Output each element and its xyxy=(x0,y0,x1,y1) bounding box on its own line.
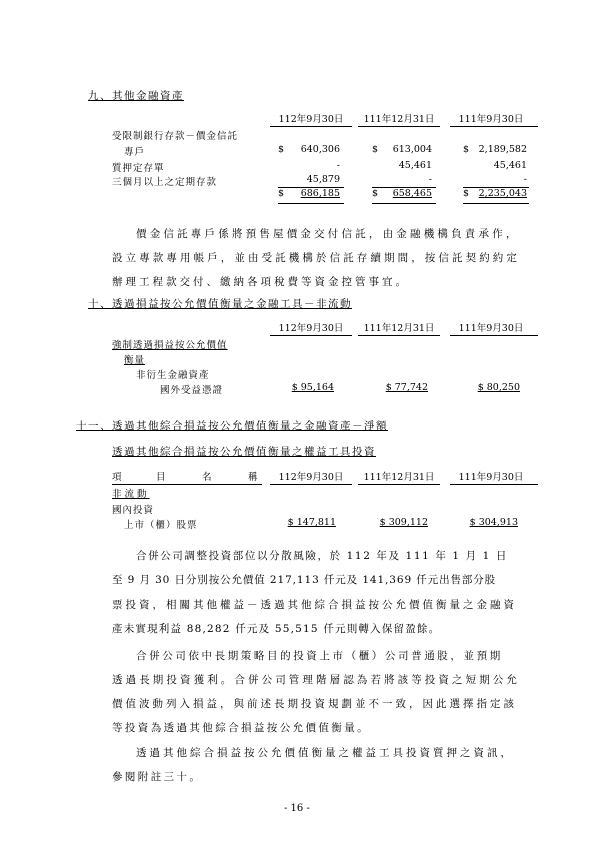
cell-value: - xyxy=(336,160,340,171)
row-label: 衡量 xyxy=(124,355,146,366)
total-value: 686,185 xyxy=(300,188,340,199)
currency-symbol: $ xyxy=(372,188,379,199)
cell-value: 640,306 xyxy=(300,144,340,155)
section-9-title: 九、其他金融資產 xyxy=(88,90,184,102)
row-label: 上市（櫃）股票 xyxy=(124,520,198,531)
row-label: 國外受益憑證 xyxy=(160,385,224,396)
header-rule xyxy=(270,335,352,336)
row-label: 強制透過損益按公允價值 xyxy=(112,340,228,351)
total-double-rule xyxy=(278,203,344,204)
currency-symbol: $ xyxy=(463,188,470,199)
total-double-rule xyxy=(372,203,436,204)
section-11-subtitle: 透過其他綜合損益按公允價值衡量之權益工具投資 xyxy=(112,446,376,458)
cell-value: 613,004 xyxy=(392,144,432,155)
total-value: 2,235,043 xyxy=(478,188,527,199)
col-header-3: 111年9月30日 xyxy=(458,472,524,483)
col-header-1: 112年9月30日 xyxy=(278,114,344,125)
paragraph-line: 透過其他綜合損益按公允價值衡量之權益工具投資質押之資訊， xyxy=(136,747,514,759)
paragraph-line: 參閱附註三十。 xyxy=(112,771,203,783)
currency-symbol: $ xyxy=(372,144,379,155)
header-rule xyxy=(450,335,538,336)
paragraph-line: 合併公司依中長期策略目的投資上市（櫃）公司普通股，並預期 xyxy=(136,650,503,662)
cell-value: 45,879 xyxy=(306,174,340,185)
header-rule xyxy=(450,484,538,485)
paragraph-line: 價金信託專戶係將預售屋價金交付信託，由金融機構負責承作， xyxy=(136,228,520,240)
cell-value: 45,461 xyxy=(398,160,432,171)
item-header-char: 目 xyxy=(156,472,167,483)
currency-symbol: $ xyxy=(278,188,285,199)
total-value: $ 304,913 xyxy=(469,517,518,528)
paragraph-line: 透過長期投資獲利。合併公司管理階層認為若將該等投資之短期公允 xyxy=(112,674,520,686)
col-header-3: 111年9月30日 xyxy=(458,114,524,125)
page-number: - 16 - xyxy=(284,803,310,814)
paragraph-line: 等投資為透過其他綜合損益按公允價值衡量。 xyxy=(112,722,370,734)
row-label: 非流動 xyxy=(112,489,150,500)
cell-value: - xyxy=(523,174,527,185)
section-11-title: 十一、透過其他綜合損益按公允價值衡量之金融資產－淨額 xyxy=(76,420,388,432)
row-label: 非衍生金融資產 xyxy=(136,370,210,381)
section-10-title: 十、透過損益按公允價值衡量之金融工具－非流動 xyxy=(88,298,352,310)
header-rule xyxy=(358,335,440,336)
total-value: $ 77,742 xyxy=(385,382,428,393)
currency-symbol: $ xyxy=(463,144,470,155)
header-rule xyxy=(270,126,352,127)
total-value: $ 309,112 xyxy=(379,517,428,528)
header-rule xyxy=(358,484,440,485)
item-header-char: 稱 xyxy=(248,472,259,483)
total-value: 658,465 xyxy=(392,188,432,199)
total-value: $ 147,811 xyxy=(287,517,336,528)
item-header-char: 名 xyxy=(202,472,213,483)
row-label: 受限制銀行存款－價金信託 xyxy=(112,131,239,142)
col-header-1: 112年9月30日 xyxy=(278,472,344,483)
header-rule xyxy=(270,484,352,485)
row-label: 三個月以上之定期存款 xyxy=(112,177,218,188)
header-rule xyxy=(358,126,440,127)
paragraph-line: 合併公司調整投資部位以分散風險，於 112 年及 111 年 1 月 1 日 xyxy=(136,550,508,562)
paragraph-line: 設立專款專用帳戶，並由受託機構於信託存續期間，按信託契約約定 xyxy=(112,252,520,264)
col-header-2: 111年12月31日 xyxy=(363,472,435,483)
cell-value: - xyxy=(428,174,432,185)
col-header-2: 111年12月31日 xyxy=(363,114,435,125)
paragraph-line: 價值波動列入損益，與前述長期投資規劃並不一致，因此選擇指定該 xyxy=(112,698,517,710)
row-label: 專戶 xyxy=(124,147,146,158)
paragraph-line: 產未實現利益 88,282 仟元及 55,515 仟元則轉入保留盈餘。 xyxy=(112,623,441,635)
cell-value: 2,189,582 xyxy=(478,144,527,155)
paragraph-line: 票投資，相關其他權益－透過其他綜合損益按公允價值衡量之金融資 xyxy=(112,599,517,611)
header-rule xyxy=(112,484,262,485)
col-header-1: 112年9月30日 xyxy=(278,323,344,334)
cell-value: 45,461 xyxy=(493,160,527,171)
total-value: $ 80,250 xyxy=(477,382,520,393)
row-label: 國內投資 xyxy=(112,505,155,516)
total-value: $ 95,164 xyxy=(291,382,334,393)
item-header-char: 項 xyxy=(112,472,123,483)
total-double-rule xyxy=(463,203,529,204)
col-header-2: 111年12月31日 xyxy=(363,323,435,334)
header-rule xyxy=(450,126,538,127)
col-header-3: 111年9月30日 xyxy=(458,323,524,334)
currency-symbol: $ xyxy=(278,144,285,155)
paragraph-line: 至 9 月 30 日分別按公允價值 217,113 仟元及 141,369 仟元出售部分股 xyxy=(112,574,497,586)
row-label: 質押定存單 xyxy=(112,163,165,174)
paragraph-line: 辦理工程款交付、繳納各項稅費等資金控管事宜。 xyxy=(112,276,409,288)
